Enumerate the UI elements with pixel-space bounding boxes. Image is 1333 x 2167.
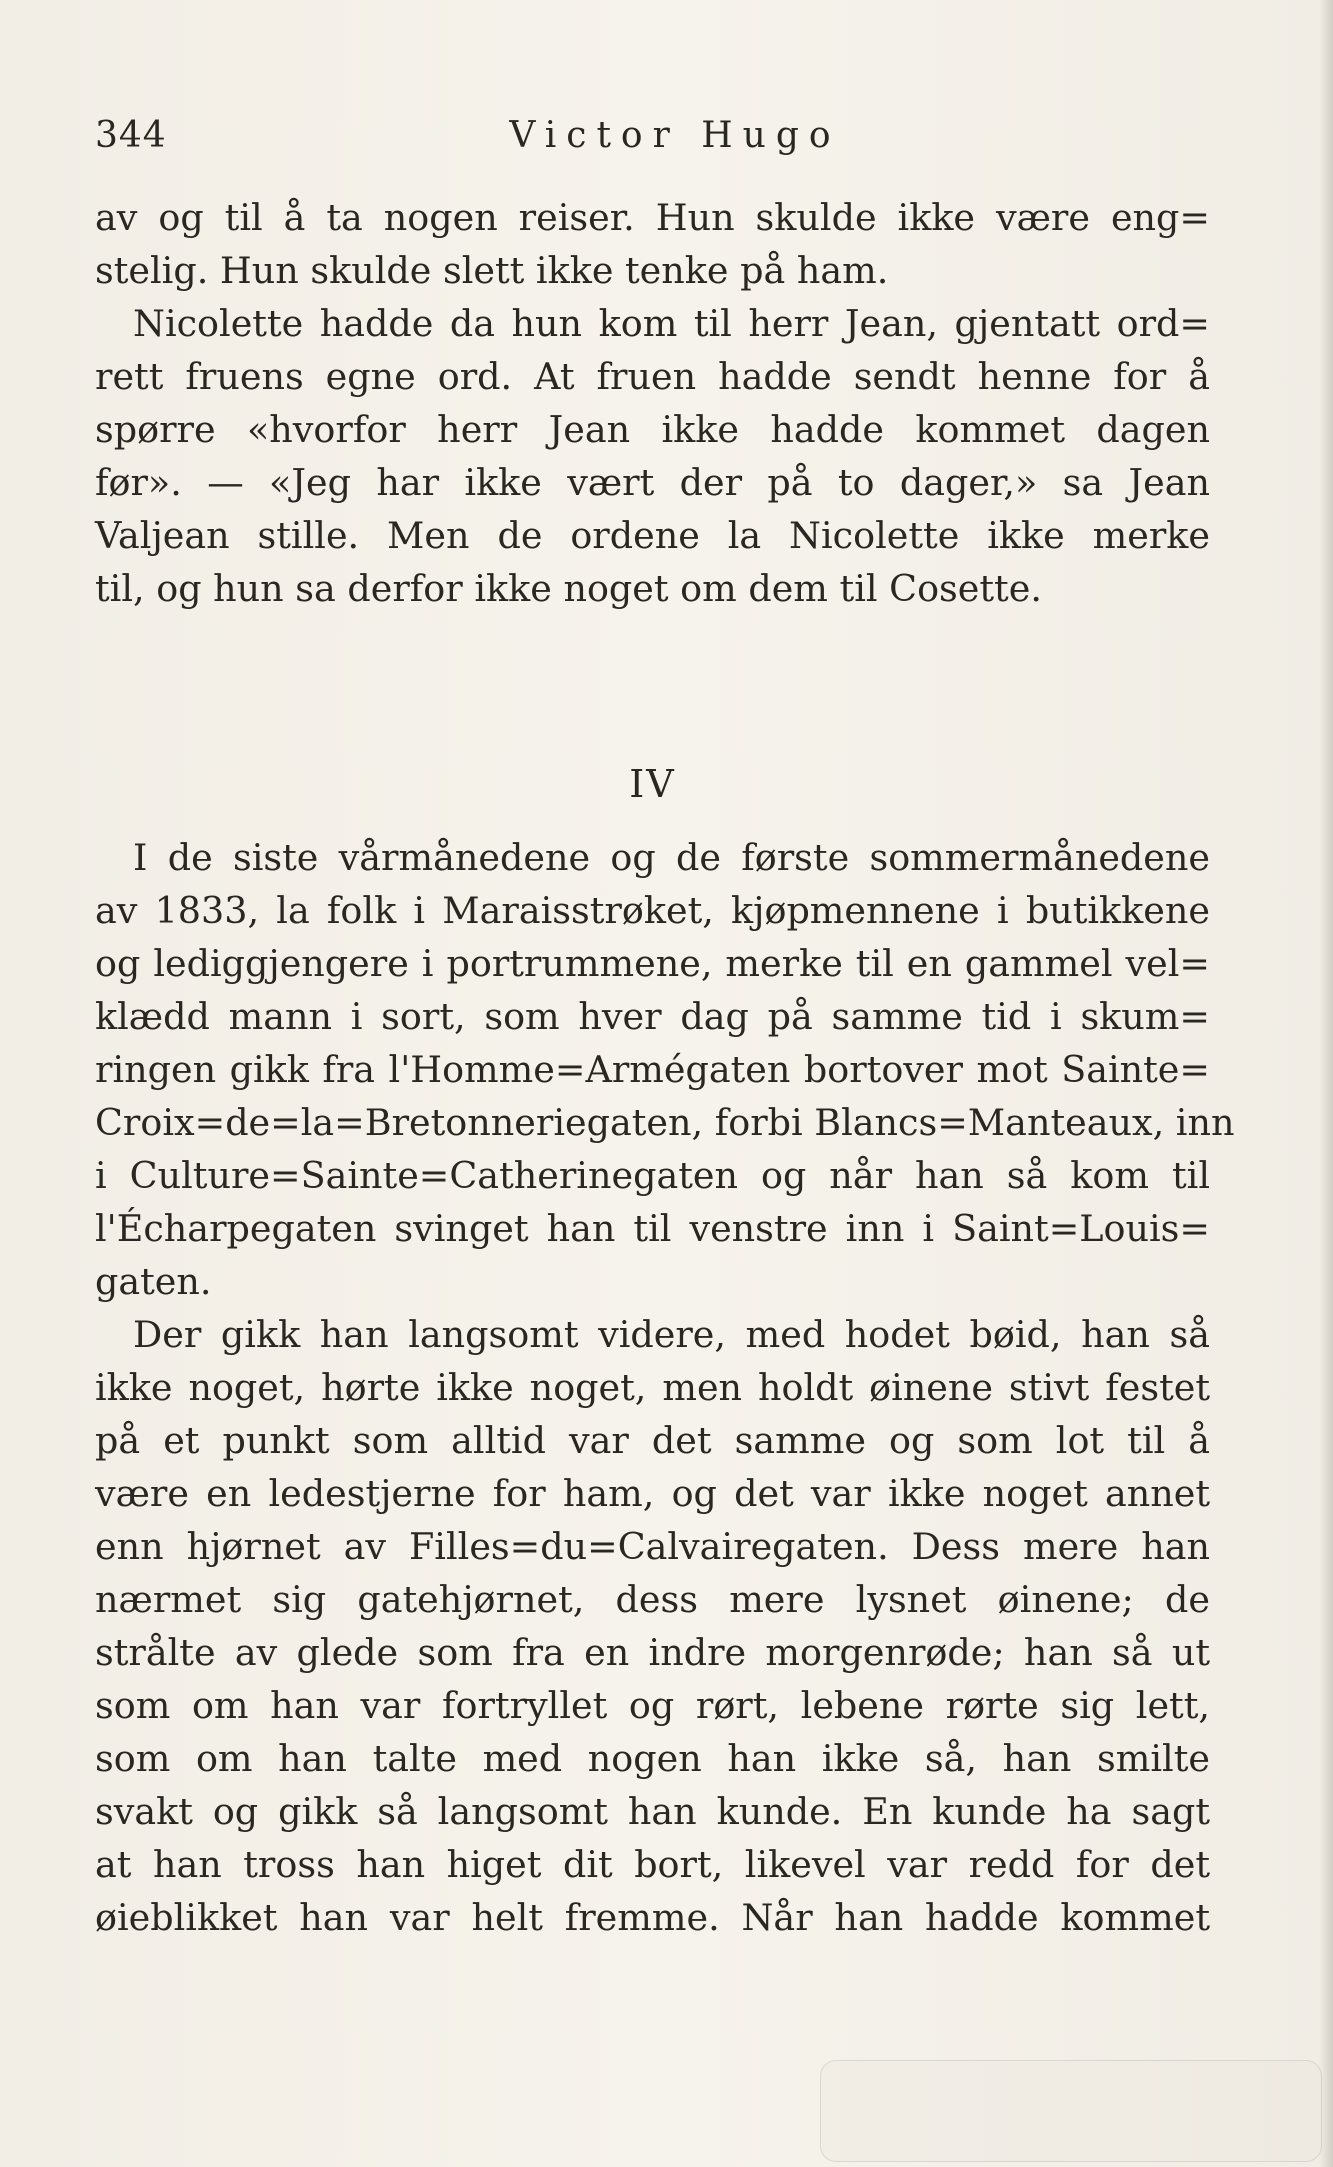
text-line: nærmet sig gatehjørnet, dess mere lysnet øinene; de xyxy=(95,1578,1210,1621)
text-line: av 1833, la folk i Maraisstrøket, kjøpmennene i butikkene xyxy=(95,889,1210,932)
text-line: av og til å ta nogen reiser. Hun skulde ikke være eng= xyxy=(95,196,1210,239)
text-line: være en ledestjerne for ham, og det var ikke noget annet xyxy=(95,1472,1210,1515)
text-line: på et punkt som alltid var det samme og som lot til å xyxy=(95,1419,1210,1462)
text-line: klædd mann i sort, som hver dag på samme tid i skum= xyxy=(95,995,1210,1038)
text-line: og lediggjengere i portrummene, merke til en gammel vel= xyxy=(95,942,1210,985)
text-line: strålte av glede som fra en indre morgenrøde; han så ut xyxy=(95,1631,1210,1674)
text-line: ikke noget, hørte ikke noget, men holdt øinene stivt festet xyxy=(95,1366,1210,1409)
text-line: Nicolette hadde da hun kom til herr Jean, gjentatt ord= xyxy=(133,302,1210,345)
text-line: at han tross han higet dit bort, likevel var redd for det xyxy=(95,1843,1210,1886)
text-line: øieblikket han var helt fremme. Når han hadde kommet xyxy=(95,1896,1210,1939)
running-header xyxy=(95,115,1215,163)
page-number: 344 xyxy=(95,115,167,156)
text-line: stelig. Hun skulde slett ikke tenke på ham. xyxy=(95,249,889,292)
text-line: spørre «hvorfor herr Jean ikke hadde kommet dagen xyxy=(95,408,1210,451)
text-line: rett fruens egne ord. At fruen hadde sendt henne for å xyxy=(95,355,1210,398)
text-line: I de siste vårmånedene og de første sommermånedene xyxy=(133,836,1210,879)
text-line: svakt og gikk så langsomt han kunde. En kunde ha sagt xyxy=(95,1790,1210,1833)
text-line: som om han talte med nogen han ikke så, han smilte xyxy=(95,1737,1210,1780)
text-line: Valjean stille. Men de ordene la Nicolette ikke merke xyxy=(95,514,1210,557)
text-line: til, og hun sa derfor ikke noget om dem til Cosette. xyxy=(95,567,1042,610)
paper-stain xyxy=(820,2060,1322,2162)
running-title: Victor Hugo xyxy=(509,115,841,156)
page-edge-shadow xyxy=(1319,0,1333,2167)
text-line: som om han var fortryllet og rørt, lebene rørte sig lett, xyxy=(95,1684,1210,1727)
text-line: ringen gikk fra l'Homme=Armégaten bortover mot Sainte= xyxy=(95,1048,1210,1091)
text-line: enn hjørnet av Filles=du=Calvairegaten. Dess mere han xyxy=(95,1525,1210,1568)
text-line: i Culture=Sainte=Catherinegaten og når han så kom til xyxy=(95,1154,1210,1197)
text-line: gaten. xyxy=(95,1260,212,1303)
text-line: før». — «Jeg har ikke vært der på to dager,» sa Jean xyxy=(95,461,1210,504)
text-line: Croix=de=la=Bretonneriegaten, forbi Blancs=Manteaux, inn xyxy=(95,1101,1235,1144)
text-line: l'Écharpegaten svinget han til venstre inn i Saint=Louis= xyxy=(95,1207,1210,1250)
text-line: Der gikk han langsomt videre, med hodet bøid, han så xyxy=(133,1313,1210,1356)
chapter-heading: IV xyxy=(629,762,676,806)
